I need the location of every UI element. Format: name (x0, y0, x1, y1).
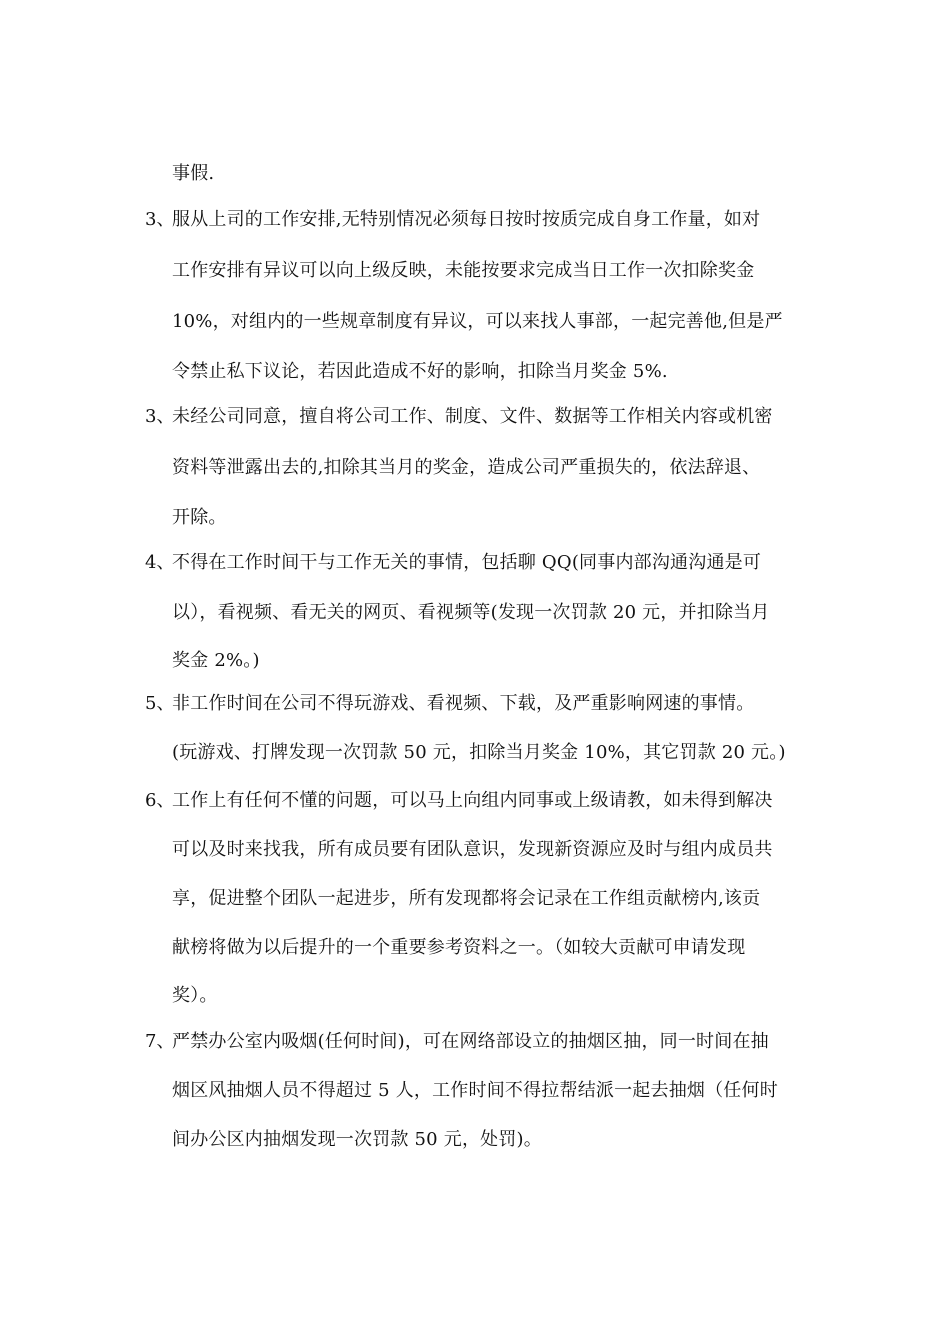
item-number: 6、 (145, 790, 175, 811)
item-line: 可以及时来找我，所有成员要有团队意识，发现新资源应及时与组内成员共 (172, 839, 773, 860)
item-line: 享，促进整个团队一起进步，所有发现都将会记录在工作组贡献榜内,该贡 (172, 888, 761, 909)
item-line: 以），看视频、看无关的网页、看视频等(发现一次罚款 20 元，并扣除当月 (172, 602, 770, 623)
item-line: 奖）。 (172, 985, 218, 1006)
item-line: 令禁止私下议论，若因此造成不好的影响，扣除当月奖金 5%. (172, 361, 668, 382)
item-line: 严禁办公室内吸烟(任何时间)，可在网络部设立的抽烟区抽，同一时间在抽 (172, 1031, 769, 1052)
item-line: 献榜将做为以后提升的一个重要参考资料之一。（如较大贡献可申请发现 (172, 937, 746, 958)
item-number: 4、 (145, 552, 175, 573)
item-number: 5、 (145, 693, 175, 714)
item-number: 3、 (145, 209, 175, 230)
item-line: 未经公司同意，擅自将公司工作、制度、文件、数据等工作相关内容或机密 (172, 406, 773, 427)
item-line: 奖金 2%。) (172, 650, 260, 671)
item-number: 7、 (145, 1031, 175, 1052)
item-line: 烟区风抽烟人员不得超过 5 人，工作时间不得拉帮结派一起去抽烟（任何时 (172, 1080, 778, 1101)
item-line: (玩游戏、打牌发现一次罚款 50 元，扣除当月奖金 10%，其它罚款 20 元。) (172, 742, 786, 763)
item-line: 工作上有任何不懂的问题，可以马上向组内同事或上级请教，如未得到解决 (172, 790, 773, 811)
item-line: 开除。 (172, 507, 227, 528)
item-line: 10%，对组内的一些规章制度有异议，可以来找人事部，一起完善他,但是严 (172, 311, 783, 332)
item-line: 资料等泄露出去的,扣除其当月的奖金，造成公司严重损失的，依法辞退、 (172, 457, 761, 478)
item-line: 间办公区内抽烟发现一次罚款 50 元，处罚)。 (172, 1129, 542, 1150)
item-line: 工作安排有异议可以向上级反映，未能按要求完成当日工作一次扣除奖金 (172, 260, 755, 281)
item-number: 3、 (145, 406, 175, 427)
continuation-line: 事假. (172, 163, 215, 184)
item-line: 不得在工作时间干与工作无关的事情，包括聊 QQ(同事内部沟通沟通是可 (172, 552, 762, 573)
item-line: 非工作时间在公司不得玩游戏、看视频、下载，及严重影响网速的事情。 (172, 693, 755, 714)
item-line: 服从上司的工作安排,无特别情况必须每日按时按质完成自身工作量，如对 (172, 209, 761, 230)
